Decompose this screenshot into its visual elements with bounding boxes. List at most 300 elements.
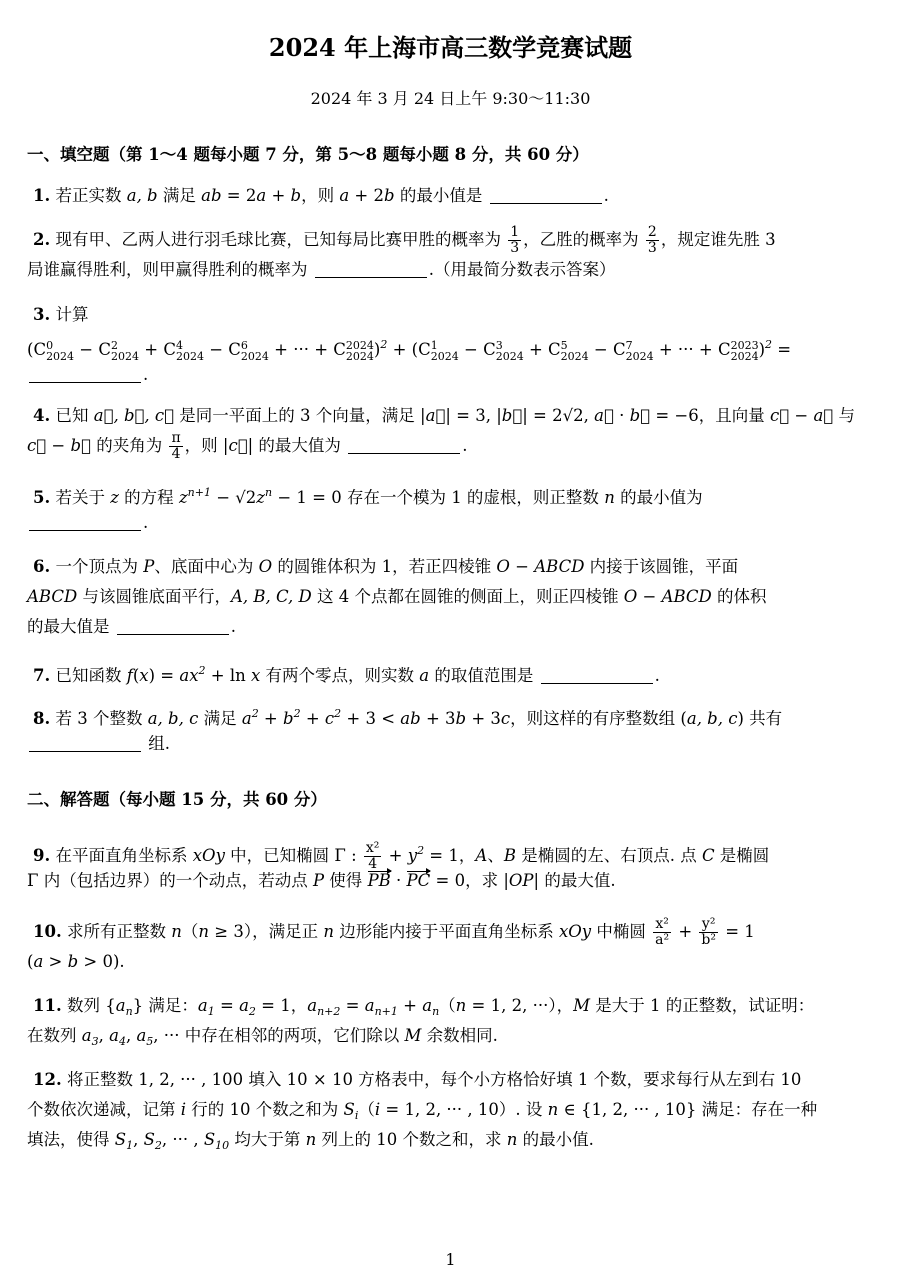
subscript: 1: [207, 1005, 215, 1018]
superscript: 2: [417, 844, 425, 857]
indices: [346, 340, 374, 362]
lower-index: 2024: [625, 349, 654, 363]
text: | 的最大值.: [533, 871, 616, 890]
subscript: n: [432, 1005, 440, 1018]
text: −: [637, 587, 662, 606]
problem-4: [27, 401, 877, 461]
text: 有两个零点，则实数: [260, 666, 420, 685]
math-variable: a, b, c: [686, 709, 738, 728]
binomial-coefficient: [228, 335, 269, 365]
problem-number: 7.: [33, 666, 51, 685]
text: (: [27, 952, 34, 971]
numerator: y²: [699, 917, 718, 933]
math-variable: OP: [508, 871, 534, 890]
text: 是椭圆: [714, 846, 770, 865]
c-symbol: C: [228, 340, 241, 359]
math-variable: O: [496, 557, 510, 576]
text-line: [27, 699, 877, 729]
problem-5: [27, 478, 877, 538]
text: + (: [387, 340, 419, 359]
math-variable: xOy: [558, 922, 592, 941]
text: +: [258, 709, 284, 728]
text: + ln: [205, 666, 251, 685]
problem-1: [27, 181, 877, 211]
binomial-coefficient: [163, 335, 204, 365]
problem-number: 9.: [33, 846, 51, 865]
math-variable: S: [203, 1130, 216, 1149]
upper-index: 7: [625, 338, 633, 352]
text: | = 2√2,: [522, 406, 595, 425]
problem-8: [27, 699, 877, 759]
math-variable: a: [422, 996, 433, 1015]
problem-number: 12.: [33, 1070, 62, 1089]
text: } 满足：: [132, 996, 198, 1015]
indices: [176, 340, 204, 362]
binomial-coefficient: [418, 335, 459, 365]
text: >: [43, 952, 68, 971]
lower-index: 2024: [46, 349, 75, 363]
numerator: 2: [647, 224, 657, 240]
vector: PB: [367, 871, 391, 890]
text: −: [458, 340, 484, 359]
text: ,: [125, 1026, 137, 1045]
c-symbol: C: [418, 340, 431, 359]
upper-index: 3: [495, 338, 503, 352]
text: , ··· ,: [161, 1130, 204, 1149]
math-variable: i: [180, 1100, 187, 1119]
text: +: [523, 340, 549, 359]
text-line: [27, 1095, 877, 1125]
binomial-coefficient: [333, 335, 374, 365]
text-line: [27, 300, 877, 330]
text-line: [27, 836, 877, 872]
superscript: 2: [198, 664, 206, 677]
text: （: [439, 996, 456, 1015]
math-variable: b: [455, 709, 467, 728]
binomial-coefficient: [548, 335, 589, 365]
text: =: [340, 996, 365, 1015]
text: .: [143, 513, 149, 532]
text-line: [27, 255, 877, 285]
text: 中，已知椭圆 Γ :: [224, 846, 362, 865]
c-symbol: C: [548, 340, 561, 359]
text: 一个顶点为: [50, 557, 144, 576]
fraction: [646, 225, 659, 256]
text-line: [27, 508, 877, 538]
text: +: [673, 922, 698, 941]
math-variable: M: [573, 996, 590, 1015]
text: +: [300, 709, 325, 728]
text: ,: [133, 1130, 144, 1149]
superscript: n+1: [187, 486, 211, 499]
text: 的体积: [711, 587, 767, 606]
math-variable: n: [604, 488, 615, 507]
math-variable: O: [623, 587, 638, 606]
math-variable: xOy: [192, 846, 225, 865]
text-line: [27, 225, 877, 255]
numerator: x²: [365, 840, 380, 856]
text-line: [27, 1065, 877, 1095]
math-variable: a: [115, 996, 126, 1015]
text: ·: [613, 406, 630, 425]
subscript: n+2: [317, 1005, 341, 1018]
math-variable: a⃗: [425, 406, 446, 425]
subscript: 4: [118, 1035, 126, 1048]
math-variable: O: [258, 557, 273, 576]
text: 列上的 10 个数之和，求: [316, 1130, 507, 1149]
text: 行的 10 个数之和为: [186, 1100, 344, 1119]
binomial-coefficient: [483, 335, 524, 365]
math-variable: S: [114, 1130, 127, 1149]
text: = 1, 2, ···），: [466, 996, 574, 1015]
problem-number: 10.: [33, 922, 62, 941]
problem-number: 8.: [33, 709, 51, 728]
lower-index: 2024: [730, 349, 759, 363]
text: 与该圆锥底面平行，: [77, 587, 231, 606]
text: 计算: [50, 305, 89, 324]
subscript: n: [125, 1005, 133, 1018]
text: .: [230, 617, 236, 636]
text: 与: [833, 406, 855, 425]
answer-blank: [29, 733, 141, 752]
text-line: [27, 478, 877, 508]
math-variable: b: [283, 709, 294, 728]
text: 在数列: [27, 1026, 82, 1045]
math-variable: a⃗: [594, 406, 614, 425]
numerator: x²: [653, 917, 671, 933]
text: 使得: [324, 871, 368, 890]
subscript: n+1: [374, 1005, 398, 1018]
superscript: n: [264, 486, 273, 499]
c-symbol: C: [333, 340, 346, 359]
text: 均大于第: [229, 1130, 306, 1149]
text: | 的最大值为: [247, 436, 347, 455]
math-variable: a⃗: [813, 406, 834, 425]
math-variable: a: [364, 996, 375, 1015]
problem-number: 4.: [33, 406, 51, 425]
text: ，则这样的有序整数组 (: [510, 709, 687, 728]
answer-blank: [29, 364, 141, 383]
math-variable: P: [312, 871, 325, 890]
text-line: [27, 656, 877, 686]
fraction: [653, 917, 671, 948]
text-line: [27, 401, 877, 431]
math-variable: a: [256, 186, 267, 205]
text: = 2: [221, 186, 257, 205]
math-variable: f: [126, 666, 133, 685]
superscript: 2: [334, 707, 342, 720]
indices: [561, 340, 589, 362]
text: ,: [98, 1026, 110, 1045]
text: | = 3, |: [445, 406, 502, 425]
text: ) =: [148, 666, 180, 685]
math-variable: A: [475, 846, 488, 865]
math-variable: b⃗: [70, 436, 91, 455]
problem-6: [27, 552, 877, 642]
math-variable: b⃗: [501, 406, 523, 425]
text: 余数相同.: [421, 1026, 498, 1045]
answer-blank: [348, 435, 460, 454]
math-variable: a: [339, 186, 350, 205]
math-variable: a: [241, 709, 252, 728]
text: 求所有正整数: [61, 922, 172, 941]
problem-number: 5.: [33, 488, 51, 507]
math-variable: n: [547, 1100, 559, 1119]
c-symbol: C: [612, 340, 626, 359]
math-variable: c⃗: [228, 436, 248, 455]
math-variable: c⃗: [769, 406, 790, 425]
text: 是椭圆的左、右顶点. 点: [515, 846, 702, 865]
text: （: [181, 922, 199, 941]
math-variable: a, b: [126, 186, 158, 205]
subscript: 3: [91, 1035, 99, 1048]
problem-2: [27, 225, 877, 285]
text-line: [27, 552, 877, 582]
text: 满足: [198, 709, 242, 728]
text: .: [143, 365, 149, 384]
text: ≥ 3），满足正: [209, 922, 324, 941]
text: +: [383, 846, 408, 865]
math-variable: a: [197, 996, 208, 1015]
upper-index: 2: [111, 338, 119, 352]
text: 的最小值.: [517, 1130, 594, 1149]
indices: [241, 340, 269, 362]
subscript: 1: [126, 1139, 134, 1152]
text: 中椭圆: [591, 922, 652, 941]
math-variable: i: [374, 1100, 381, 1119]
text-line: [27, 947, 877, 977]
superscript: 2: [380, 338, 388, 351]
math-variable: x: [250, 666, 261, 685]
text: 边形能内接于平面直角坐标系: [333, 922, 559, 941]
subscript: 2: [154, 1139, 162, 1152]
text: （: [358, 1100, 375, 1119]
text-line: [27, 181, 877, 211]
text: + 3 <: [341, 709, 401, 728]
fraction: [699, 917, 718, 948]
math-variable: n: [506, 1130, 518, 1149]
problem-12: [27, 1065, 877, 1155]
denominator: a²: [655, 932, 670, 948]
answer-blank: [117, 616, 229, 635]
text: 是大于 1 的正整数，试证明：: [589, 996, 815, 1015]
lower-index: 2024: [175, 349, 204, 363]
fraction: [169, 431, 182, 462]
text: ，规定谁先胜 3: [660, 230, 776, 249]
text: + ··· +: [653, 340, 718, 359]
text: ): [373, 340, 381, 359]
text: 的圆锥体积为 1，若正四棱锥: [272, 557, 497, 576]
text-line: [27, 917, 877, 947]
upper-index: 5: [560, 338, 568, 352]
denominator: 4: [171, 446, 181, 462]
math-variable: S: [343, 1100, 355, 1119]
text: ·: [390, 871, 407, 890]
text: + 2: [349, 186, 385, 205]
answer-blank: [490, 185, 602, 204]
math-variable: a⃗, b⃗, c⃗: [93, 406, 175, 425]
text: 已知函数: [50, 666, 127, 685]
text: +: [266, 186, 291, 205]
text: 填法，使得: [27, 1130, 115, 1149]
problem-number: 6.: [33, 557, 51, 576]
math-variable: c⃗: [27, 436, 47, 455]
math-variable: z: [256, 488, 265, 507]
text: ) 共有: [737, 709, 783, 728]
math-variable: z: [178, 488, 188, 507]
math-variable: ABCD: [27, 587, 78, 606]
math-variable: ABCD: [661, 587, 712, 606]
math-variable: b: [290, 186, 302, 205]
numerator: π: [171, 430, 181, 446]
text: = 1，: [255, 996, 308, 1015]
subscript: 2: [248, 1005, 256, 1018]
text: 的方程: [118, 488, 179, 507]
math-variable: C: [701, 846, 715, 865]
binomial-coefficient: [718, 335, 759, 365]
upper-index: 1: [430, 338, 438, 352]
text-line: [27, 582, 877, 612]
math-variable: a: [419, 666, 430, 685]
text: −: [789, 406, 814, 425]
c-symbol: C: [483, 340, 496, 359]
text: − 1 = 0 存在一个模为 1 的虚根，则正整数: [272, 488, 605, 507]
answer-blank: [315, 259, 427, 278]
math-variable: S: [143, 1130, 155, 1149]
math-variable: ab: [400, 709, 421, 728]
problem-number: 11.: [33, 996, 62, 1015]
indices: [46, 340, 74, 362]
problem-7: [27, 656, 877, 686]
text: .: [603, 186, 609, 205]
text: +: [397, 996, 423, 1015]
text-line: [27, 1021, 877, 1051]
text: 内接于该圆锥，平面: [584, 557, 739, 576]
denominator: 4: [368, 856, 378, 872]
exam-date: 2024 年 3 月 24 日上午 9:30～11:30: [310, 89, 591, 108]
math-variable: y: [407, 846, 418, 865]
text: 数列 {: [61, 996, 116, 1015]
indices: [111, 340, 139, 362]
text: = 1，: [424, 846, 476, 865]
superscript: 2: [293, 707, 301, 720]
text: 满足: [157, 186, 202, 205]
math-variable: c: [500, 709, 511, 728]
math-variable: n: [198, 922, 209, 941]
denominator: 3: [647, 240, 657, 256]
lower-index: 2024: [345, 349, 374, 363]
text: .: [654, 666, 660, 685]
text: =: [214, 996, 240, 1015]
lower-index: 2024: [111, 349, 140, 363]
text: −: [509, 557, 535, 576]
text: 若关于: [50, 488, 111, 507]
lower-index: 2024: [560, 349, 589, 363]
upper-index: 0: [46, 338, 54, 352]
text: 这 4 个点都在圆锥的侧面上，则正四棱锥: [311, 587, 624, 606]
c-symbol: C: [33, 340, 47, 359]
text: 的最大值是: [27, 617, 115, 636]
text-line: [27, 330, 877, 363]
problem-number: 3.: [33, 305, 51, 324]
math-variable: a: [136, 1026, 147, 1045]
math-variable: A, B, C, D: [230, 587, 312, 606]
denominator: b²: [701, 932, 716, 948]
problem-number: 1.: [33, 186, 51, 205]
c-symbol: C: [98, 340, 112, 359]
text: 在平面直角坐标系: [50, 846, 193, 865]
math-variable: b: [67, 952, 79, 971]
text: 现有甲、乙两人进行羽毛球比赛，已知每局比赛甲胜的概率为: [50, 230, 507, 249]
math-variable: n: [323, 922, 334, 941]
math-variable: b: [384, 186, 395, 205]
text: .: [462, 436, 468, 455]
text-line: [27, 729, 877, 759]
text: 、: [487, 846, 504, 865]
text: (: [132, 666, 140, 685]
text: ，则 |: [184, 436, 229, 455]
math-variable: a: [307, 996, 318, 1015]
fraction: [508, 225, 521, 256]
math-variable: ax: [179, 666, 199, 685]
section-fill-in-heading: 一、填空题（第 1～4 题每小题 7 分，第 5～8 题每小题 8 分，共 60 分）: [27, 145, 589, 164]
text: 已知: [50, 406, 94, 425]
math-variable: c: [324, 709, 335, 728]
math-variable: z: [110, 488, 119, 507]
text: = −6，且向量: [650, 406, 770, 425]
text: 是同一平面上的 3 个向量，满足 |: [174, 406, 426, 425]
superscript: 2: [251, 707, 259, 720]
indices: [496, 340, 524, 362]
problem-10: [27, 917, 877, 977]
upper-index: 2023: [730, 338, 759, 352]
text: 将正整数 1, 2, ··· , 100 填入 10 × 10 方格表中，每个小方格恰好填 1 个数，要求每行从左到右 10: [61, 1070, 802, 1089]
text: 若正实数: [50, 186, 127, 205]
problem-9: [27, 836, 877, 896]
math-variable: P: [143, 557, 155, 576]
text: 组.: [143, 734, 170, 753]
text: +: [139, 340, 164, 359]
upper-index: 4: [175, 338, 183, 352]
math-variable: B: [503, 846, 516, 865]
numerator: 1: [510, 224, 520, 240]
text-line: [27, 991, 877, 1021]
text-line: [27, 431, 877, 461]
indices: [626, 340, 654, 362]
page-number: 1: [445, 1250, 456, 1269]
superscript: 2: [765, 338, 773, 351]
answer-blank: [29, 512, 141, 531]
text: 的最小值为: [614, 488, 703, 507]
problem-11: [27, 991, 877, 1051]
lower-index: 2024: [240, 349, 269, 363]
text: 的夹角为: [90, 436, 168, 455]
lower-index: 2024: [495, 349, 524, 363]
text: + 3: [466, 709, 501, 728]
text-line: [27, 1125, 877, 1155]
math-variable: ab: [201, 186, 222, 205]
denominator: 3: [510, 240, 520, 256]
indices: [731, 340, 759, 362]
math-variable: n: [171, 922, 182, 941]
subscript: 10: [215, 1139, 230, 1152]
text: Γ 内（包括边界）的一个动点，若动点: [27, 871, 313, 890]
text: = 1, 2, ··· , 10）. 设: [380, 1100, 548, 1119]
text: 个数依次递减，记第: [27, 1100, 181, 1119]
document-title: 2024 年上海市高三数学竞赛试题: [268, 33, 633, 62]
text: 的最小值是: [394, 186, 488, 205]
text: 、底面中心为: [154, 557, 259, 576]
